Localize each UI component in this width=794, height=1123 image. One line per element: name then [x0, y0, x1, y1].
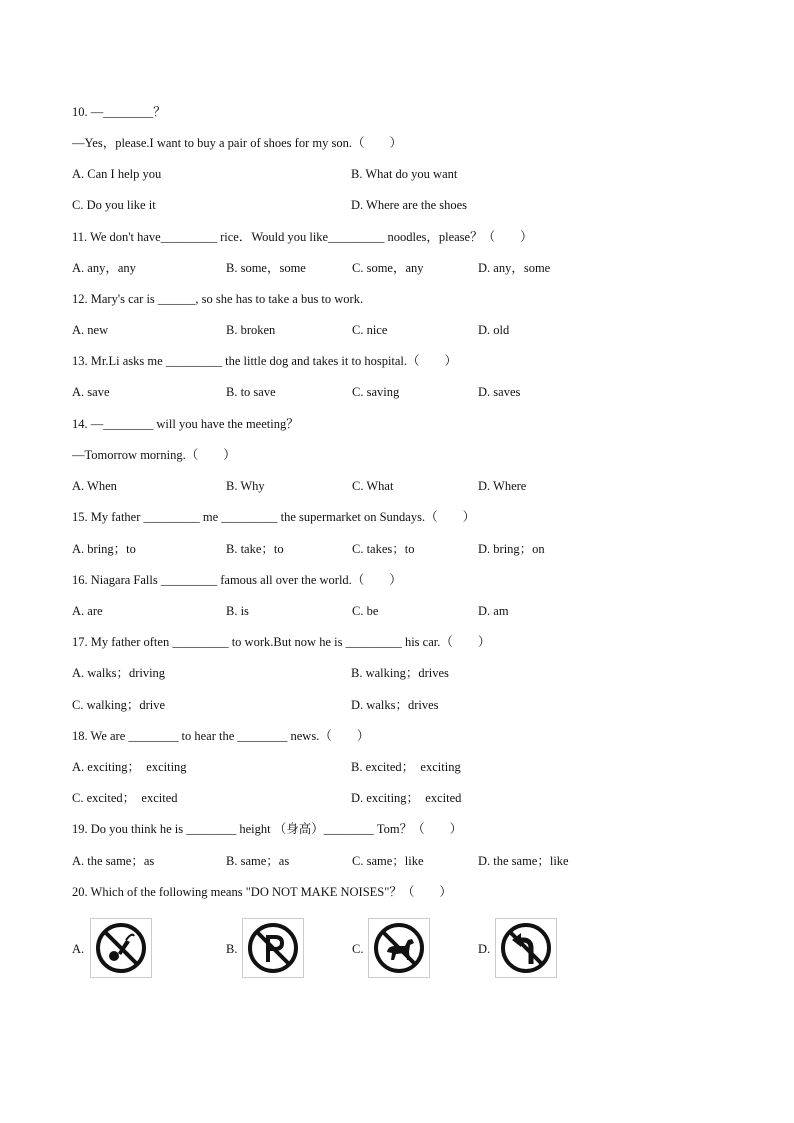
q11-option-c[interactable]: C. some，any: [352, 261, 424, 275]
q15-option-c[interactable]: C. takes；to: [352, 542, 415, 556]
q12-option-a[interactable]: A. new: [72, 323, 109, 337]
q15-option-b[interactable]: B. take；to: [226, 542, 284, 556]
q17-option-b[interactable]: B. walking；drives: [351, 666, 449, 680]
q12-option-d[interactable]: D. old: [478, 323, 510, 337]
q11-option-d[interactable]: D. any，some: [478, 261, 551, 275]
q12-stem: 12. Mary's car is ______, so she has to take a bus to work.: [72, 292, 364, 306]
q14-option-d[interactable]: D. Where: [478, 479, 527, 493]
q17-option-d[interactable]: D. walks；drives: [351, 698, 439, 712]
q18-option-d[interactable]: D. exciting； excited: [351, 791, 462, 805]
q10-option-c[interactable]: C. Do you like it: [72, 198, 156, 212]
no-dogs-sign-icon[interactable]: [368, 918, 430, 978]
q14-dialog: —Tomorrow morning.（ ）: [72, 448, 236, 462]
q14-option-b[interactable]: B. Why: [226, 479, 265, 493]
q20-option-c[interactable]: C.: [352, 942, 364, 956]
q20-stem: 20. Which of the following means "DO NOT MAKE NOISES"？（ ）: [72, 885, 452, 899]
q13-option-d[interactable]: D. saves: [478, 385, 521, 399]
q16-option-b[interactable]: B. is: [226, 604, 249, 618]
q13-option-a[interactable]: A. save: [72, 385, 110, 399]
q16-option-d[interactable]: D. am: [478, 604, 509, 618]
q10-stem: 10. —________？: [72, 105, 166, 119]
q10-option-a[interactable]: A. Can I help you: [72, 167, 162, 181]
q13-option-c[interactable]: C. saving: [352, 385, 400, 399]
q18-stem: 18. We are ________ to hear the ________ news.（ ）: [72, 729, 370, 743]
q15-option-a[interactable]: A. bring；to: [72, 542, 136, 556]
q20-option-d[interactable]: D.: [478, 942, 491, 956]
q19-option-d[interactable]: D. the same；like: [478, 854, 569, 868]
q12-option-c[interactable]: C. nice: [352, 323, 388, 337]
no-parking-sign-icon[interactable]: [242, 918, 304, 978]
q19-option-c[interactable]: C. same；like: [352, 854, 424, 868]
q11-option-a[interactable]: A. any，any: [72, 261, 136, 275]
q17-option-a[interactable]: A. walks；driving: [72, 666, 166, 680]
q14-option-c[interactable]: C. What: [352, 479, 394, 493]
q19-option-b[interactable]: B. same；as: [226, 854, 290, 868]
q15-option-d[interactable]: D. bring；on: [478, 542, 545, 556]
q20-option-a[interactable]: A.: [72, 942, 85, 956]
q17-stem: 17. My father often _________ to work.But now he is _________ his car.（ ）: [72, 635, 491, 649]
q19-option-a[interactable]: A. the same；as: [72, 854, 155, 868]
q18-option-b[interactable]: B. excited； exciting: [351, 760, 461, 774]
no-noise-sign-icon[interactable]: [90, 918, 152, 978]
q16-option-c[interactable]: C. be: [352, 604, 379, 618]
q13-stem: 13. Mr.Li asks me _________ the little dog and takes it to hospital.（ ）: [72, 354, 458, 368]
q11-option-b[interactable]: B. some，some: [226, 261, 306, 275]
q13-option-b[interactable]: B. to save: [226, 385, 276, 399]
q14-stem: 14. —________ will you have the meeting？: [72, 417, 299, 431]
q16-option-a[interactable]: A. are: [72, 604, 103, 618]
q15-stem: 15. My father _________ me _________ the supermarket on Sundays.（ ）: [72, 510, 476, 524]
q20-option-b[interactable]: B.: [226, 942, 238, 956]
q17-option-c[interactable]: C. walking；drive: [72, 698, 166, 712]
q11-stem: 11. We don't have_________ rice．Would you like_________ noodles，please？（ ）: [72, 230, 533, 244]
q18-option-c[interactable]: C. excited； excited: [72, 791, 178, 805]
q16-stem: 16. Niagara Falls _________ famous all over the world.（ ）: [72, 573, 402, 587]
q19-stem: 19. Do you think he is ________ height （身高）________ Tom？（ ）: [72, 822, 463, 836]
no-left-turn-sign-icon[interactable]: [495, 918, 557, 978]
q10-option-b[interactable]: B. What do you want: [351, 167, 458, 181]
q12-option-b[interactable]: B. broken: [226, 323, 276, 337]
q18-option-a[interactable]: A. exciting； exciting: [72, 760, 187, 774]
q14-option-a[interactable]: A. When: [72, 479, 117, 493]
q10-dialog: —Yes，please.I want to buy a pair of shoes for my son.（ ）: [72, 136, 402, 150]
q10-option-d[interactable]: D. Where are the shoes: [351, 198, 468, 212]
